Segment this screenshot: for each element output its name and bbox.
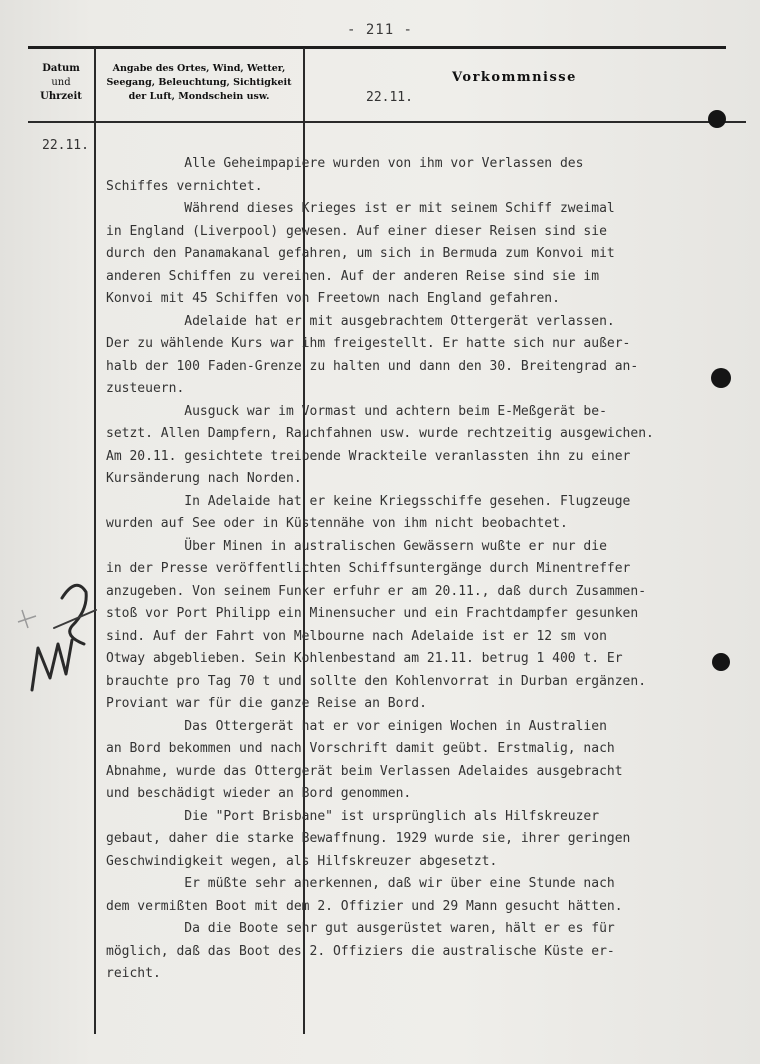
text-line: und beschädigt wieder an Bord genommen.: [106, 786, 412, 801]
text-line: dem vermißten Boot mit dem 2. Offizier und 29 Mann gesucht hätten.: [106, 898, 623, 914]
text-line: Schiffes vernichtet.: [106, 178, 263, 194]
column-divider-1: [94, 48, 96, 1034]
handwritten-initials: [14, 570, 100, 700]
text-line: Über Minen in australischen Gewässern wußte er nur die: [106, 538, 607, 554]
header-date-line-3: Uhrzeit: [40, 91, 82, 102]
text-line: setzt. Allen Dampfern, Rauchfahnen usw. wurde rechtzeitig ausgewichen.: [106, 426, 654, 441]
entry-date: 22.11.: [42, 138, 89, 153]
text-line: Kursänderung nach Norden.: [106, 471, 302, 486]
text-line: in England (Liverpool) gewesen. Auf einer dieser Reisen sind sie: [106, 223, 607, 239]
text-line: Das Ottergerät hat er vor einigen Wochen in Australien: [106, 718, 607, 734]
text-line: Der zu wählende Kurs war ihm freigestellt. Er hatte sich nur außer-: [106, 336, 631, 351]
text-line: Ausguck war im Vormast und achtern beim E-Meßgerät be-: [106, 403, 607, 419]
text-line: an Bord bekommen und nach Vorschrift damit geübt. Erstmalig, nach: [106, 741, 615, 756]
text-line: wurden auf See oder in Küstennähe von ihm nicht beobachtet.: [106, 516, 568, 531]
text-line: Adelaide hat er mit ausgebrachtem Ottergerät verlassen.: [106, 313, 615, 329]
header-date-line-2: und: [51, 77, 71, 88]
text-line: Da die Boote sehr gut ausgerüstet waren, hält er es für: [106, 921, 615, 936]
text-line: reicht.: [106, 966, 161, 981]
header-location-line-1: Angabe des Ortes, Wind, Wetter,: [112, 63, 286, 74]
punch-hole: [711, 368, 731, 388]
text-line: Konvoi mit 45 Schiffen von Freetown nach England gefahren.: [106, 291, 560, 306]
text-line: in der Presse veröffentlichten Schiffsuntergänge durch Minentreffer: [106, 561, 631, 576]
text-line: stoß vor Port Philipp ein Minensucher und ein Frachtdampfer gesunken: [106, 606, 639, 621]
text-line: sind. Auf der Fahrt von Melbourne nach Adelaide ist er 12 sm von: [106, 628, 607, 644]
text-line: Abnahme, wurde das Ottergerät beim Verlassen Adelaides ausgebracht: [106, 763, 623, 779]
text-line: durch den Panamakanal gefahren, um sich in Bermuda zum Konvoi mit: [106, 246, 615, 261]
header-events: Vorkommnisse: [452, 70, 577, 85]
header-date: 22.11.: [366, 90, 413, 105]
text-line: Während dieses Krieges ist er mit seinem Schiff zweimal: [106, 201, 615, 216]
text-line: anzugeben. Von seinem Funker erfuhr er am 20.11., daß durch Zusammen-: [106, 583, 647, 599]
text-line: halb der 100 Faden-Grenze zu halten und dann den 30. Breitengrad an-: [106, 358, 639, 374]
text-line: anderen Schiffen zu vereinen. Auf der anderen Reise sind sie im: [106, 268, 600, 284]
header-date-line-1: Datum: [42, 63, 80, 74]
text-line: Proviant war für die ganze Reise an Bord.: [106, 696, 427, 711]
text-line: zusteuern.: [106, 381, 185, 396]
header-location-line-3: der Luft, Mondschein usw.: [128, 91, 270, 102]
punch-hole: [712, 653, 730, 671]
text-line: brauchte pro Tag 70 t und sollte den Kohlenvorrat in Durban ergänzen.: [106, 673, 647, 689]
text-line: Die "Port Brisbane" ist ursprünglich als Hilfskreuzer: [106, 808, 600, 824]
text-line: Geschwindigkeit wegen, als Hilfskreuzer abgesetzt.: [106, 853, 498, 869]
text-line: Otway abgeblieben. Sein Kohlenbestand am 21.11. betrug 1 400 t. Er: [106, 651, 623, 666]
header-bottom-rule: [28, 121, 746, 123]
text-line: In Adelaide hat er keine Kriegsschiffe gesehen. Flugzeuge: [106, 493, 631, 509]
header-location-line-2: Seegang, Beleuchtung, Sichtigkeit: [106, 77, 292, 88]
header-date-time: [30, 62, 92, 104]
punch-hole: [708, 110, 726, 128]
table-top-rule: [28, 46, 726, 49]
text-line: Am 20.11. gesichtete treibende Wrackteile veranlassten ihn zu einer: [106, 448, 631, 464]
text-line: möglich, daß das Boot des 2. Offiziers die australische Küste er-: [106, 943, 615, 959]
text-line: Er müßte sehr anerkennen, daß wir über eine Stunde nach: [106, 876, 615, 891]
header-location-weather: [98, 62, 300, 104]
text-line: gebaut, daher die starke Bewaffnung. 1929 wurde sie, ihrer geringen: [106, 831, 631, 846]
log-entry-text: [106, 153, 756, 986]
page-number: - 211 -: [346, 22, 413, 38]
text-line: Alle Geheimpapiere wurden von ihm vor Verlassen des: [106, 156, 584, 171]
